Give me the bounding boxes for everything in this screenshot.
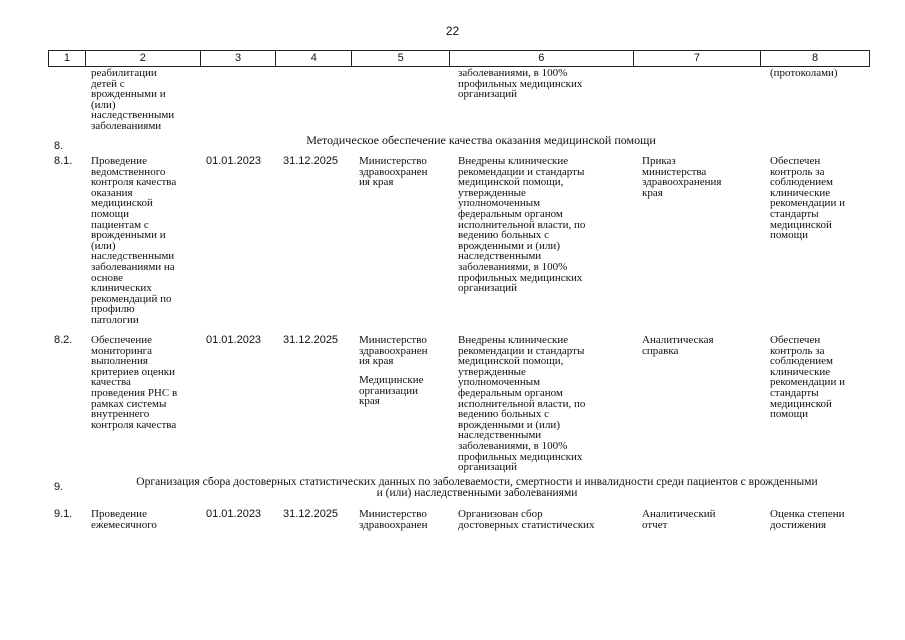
header-col-1: 1	[49, 51, 86, 66]
section-8-number: 8.	[54, 140, 64, 152]
row-8-1-document: Приказ министерства здравоохранения края	[642, 155, 722, 199]
row-9-1-end-date: 31.12.2025	[283, 508, 339, 520]
continued-result-cell: заболеваниями, в 100% профильных медицинских организаций	[458, 67, 583, 101]
page-number: 22	[445, 24, 460, 38]
section-8-title: Методическое обеспечение качества оказания медицинской помощи	[306, 133, 656, 147]
row-8-2-number: 8.2.	[54, 334, 73, 346]
header-col-7: 7	[634, 51, 762, 66]
table-header-row	[48, 50, 870, 67]
row-8-1-indicator: Обеспечен контроль за соблюдением клинические рекомендации и стандарты медицинской помощи	[770, 155, 845, 242]
row-8-1-result: Внедрены клинические рекомендации и стандарты медицинской помощи, утвержденные уполномоченным федеральным органом исполнительной власти, по ведению больных с врожденными и (или) наследственными заболеваниями, в 100% профильных медицинских организаций	[458, 155, 586, 295]
row-8-2-document: Аналитическая справка	[642, 334, 714, 357]
header-col-3: 3	[201, 51, 277, 66]
header-col-6: 6	[450, 51, 634, 66]
row-8-2-indicator: Обеспечен контроль за соблюдением клинические рекомендации и стандарты медицинской помощи	[770, 334, 845, 421]
row-9-1-result: Организован сбор достоверных статистических	[458, 508, 595, 531]
continued-indicator-cell: (протоколами)	[770, 67, 838, 79]
row-8-2-executor-2: Медицинские организации края	[359, 374, 424, 408]
row-8-1-start-date: 01.01.2023	[206, 155, 262, 167]
row-8-2-start-date: 01.01.2023	[206, 334, 262, 346]
row-9-1-name: Проведение ежемесячного	[91, 508, 157, 531]
continued-name-cell: реабилитации детей с врожденными и (или) наследственными заболеваниями	[91, 67, 175, 132]
row-8-2-end-date: 31.12.2025	[283, 334, 339, 346]
header-col-2: 2	[86, 51, 201, 66]
header-col-5: 5	[352, 51, 450, 66]
row-9-1-indicator: Оценка степени достижения	[770, 508, 845, 531]
row-9-1-number: 9.1.	[54, 508, 73, 520]
row-8-1-executor: Министерство здравоохранен ия края	[359, 155, 428, 189]
row-8-2-executor: Министерство здравоохранен ия края	[359, 334, 428, 368]
row-8-1-name: Проведение ведомственного контроля качества оказания медицинской помощи пациентам с врожденными и (или) наследственными заболеваниями на основе клинических рекомендаций по профилю патологии	[91, 155, 177, 326]
row-8-2-result: Внедрены клинические рекомендации и стандарты медицинской помощи, утвержденные уполномоченным федеральным органом исполнительной власти, по ведению больных с врожденными и (или) наследственными заболеваниями, в 100% профильных медицинских организаций	[458, 334, 586, 474]
row-9-1-document: Аналитический отчет	[642, 508, 716, 531]
row-9-1-executor: Министерство здравоохранен	[359, 508, 428, 531]
row-8-1-number: 8.1.	[54, 155, 73, 167]
header-col-8: 8	[812, 52, 819, 64]
row-9-1-start-date: 01.01.2023	[206, 508, 262, 520]
header-col-4: 4	[276, 51, 352, 66]
row-8-1-end-date: 31.12.2025	[283, 155, 339, 167]
section-9-number: 9.	[54, 481, 64, 493]
section-9-title: Организация сбора достоверных статистических данных по заболеваемости, смертности и инвалидности среди пациентов с врожденными и (или) наследственными заболеваниями	[136, 476, 818, 499]
row-8-2-name: Обеспечение мониторинга выполнения критериев оценки качества проведения РНС в рамках системы внутреннего контроля качества	[91, 334, 178, 431]
